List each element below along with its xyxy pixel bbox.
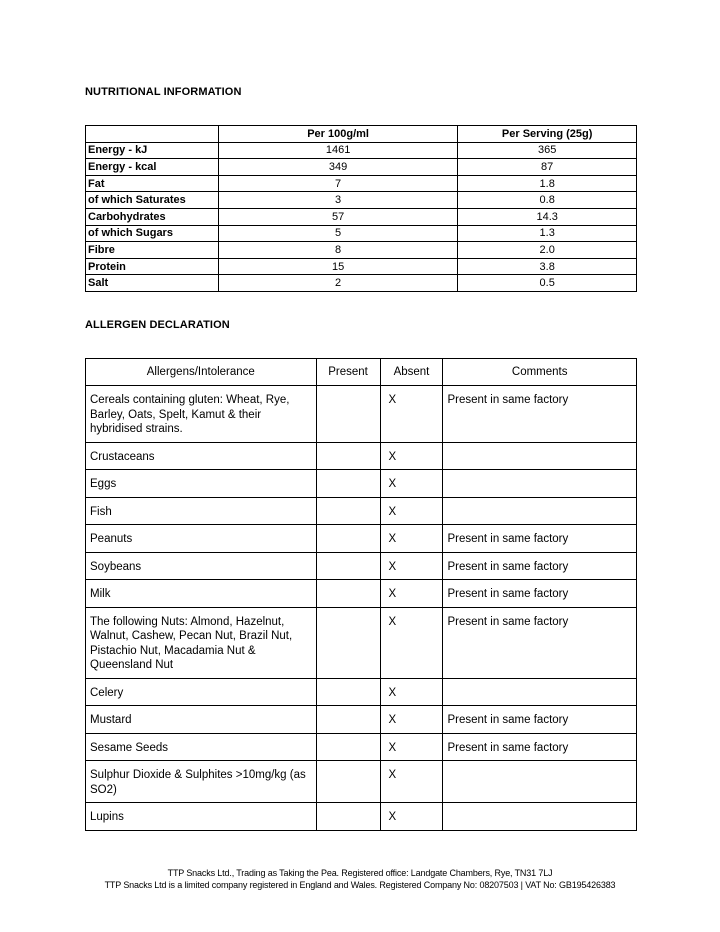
allergen-absent: X	[380, 386, 443, 443]
nutrition-per-100g: 2	[218, 275, 457, 292]
allergen-comment: Present in same factory	[443, 607, 637, 678]
allergen-comment	[443, 761, 637, 803]
nutrition-per-100g: 7	[218, 175, 457, 192]
allergen-name: The following Nuts: Almond, Hazelnut, Walnut, Cashew, Pecan Nut, Brazil Nut, Pistachio Nut, Macadamia Nut & Queensland Nut	[86, 607, 317, 678]
allergen-name: Celery	[86, 678, 317, 706]
allergen-absent: X	[380, 706, 443, 734]
allergen-comment: Present in same factory	[443, 552, 637, 580]
allergen-present	[316, 733, 380, 761]
allergen-absent: X	[380, 607, 443, 678]
nutrition-header-nutrient	[86, 126, 219, 143]
allergen-present	[316, 386, 380, 443]
nutrition-row	[86, 159, 637, 176]
allergen-row	[86, 678, 637, 706]
allergen-header-comments: Comments	[443, 359, 637, 386]
allergen-header-name: Allergens/Intolerance	[86, 359, 317, 386]
allergen-absent: X	[380, 803, 443, 831]
allergen-row	[86, 607, 637, 678]
allergen-title: ALLERGEN DECLARATION	[85, 319, 230, 331]
nutrition-per-100g: 1461	[218, 142, 457, 159]
allergen-name: Crustaceans	[86, 442, 317, 470]
allergen-present	[316, 607, 380, 678]
nutrition-row	[86, 225, 637, 242]
allergen-absent: X	[380, 470, 443, 498]
allergen-present	[316, 497, 380, 525]
nutrition-header-per-100g: Per 100g/ml	[218, 126, 457, 143]
allergen-absent: X	[380, 678, 443, 706]
allergen-row	[86, 386, 637, 443]
nutrition-row	[86, 275, 637, 292]
nutrition-per-serving: 1.3	[458, 225, 637, 242]
allergen-present	[316, 552, 380, 580]
nutrition-per-serving: 2.0	[458, 242, 637, 259]
nutrition-per-serving: 365	[458, 142, 637, 159]
nutrition-label: Energy - kcal	[86, 159, 219, 176]
allergen-comment: Present in same factory	[443, 386, 637, 443]
allergen-row	[86, 706, 637, 734]
allergen-present	[316, 761, 380, 803]
nutrition-per-100g: 8	[218, 242, 457, 259]
allergen-present	[316, 525, 380, 553]
allergen-name: Milk	[86, 580, 317, 608]
nutrition-per-100g: 349	[218, 159, 457, 176]
allergen-present	[316, 803, 380, 831]
allergen-name: Soybeans	[86, 552, 317, 580]
allergen-row	[86, 525, 637, 553]
allergen-row	[86, 733, 637, 761]
allergen-absent: X	[380, 733, 443, 761]
nutrition-row	[86, 242, 637, 259]
allergen-name: Eggs	[86, 470, 317, 498]
nutrition-label: Fat	[86, 175, 219, 192]
allergen-comment	[443, 803, 637, 831]
nutrition-row	[86, 192, 637, 209]
nutrition-header-per-serving: Per Serving (25g)	[458, 126, 637, 143]
nutrition-per-100g: 5	[218, 225, 457, 242]
nutrition-label: of which Sugars	[86, 225, 219, 242]
allergen-absent: X	[380, 442, 443, 470]
allergen-row	[86, 442, 637, 470]
allergen-present	[316, 580, 380, 608]
allergen-absent: X	[380, 525, 443, 553]
allergen-comment: Present in same factory	[443, 525, 637, 553]
nutrition-row	[86, 142, 637, 159]
allergen-comment	[443, 470, 637, 498]
allergen-header-row	[86, 359, 637, 386]
allergen-absent: X	[380, 497, 443, 525]
nutrition-label: Energy - kJ	[86, 142, 219, 159]
nutrition-per-serving: 0.8	[458, 192, 637, 209]
allergen-row	[86, 803, 637, 831]
allergen-present	[316, 442, 380, 470]
allergen-comment	[443, 497, 637, 525]
allergen-name: Lupins	[86, 803, 317, 831]
allergen-present	[316, 678, 380, 706]
nutrition-label: Fibre	[86, 242, 219, 259]
allergen-name: Fish	[86, 497, 317, 525]
allergen-comment	[443, 442, 637, 470]
nutrition-table	[85, 125, 637, 292]
allergen-table	[85, 358, 637, 831]
allergen-row	[86, 552, 637, 580]
nutrition-label: of which Saturates	[86, 192, 219, 209]
allergen-name: Cereals containing gluten: Wheat, Rye, Barley, Oats, Spelt, Kamut & their hybridised strains.	[86, 386, 317, 443]
footer-company-registration: TTP Snacks Ltd is a limited company registered in England and Wales. Registered Company No: 08207503 | VAT No: GB195426383	[104, 880, 616, 890]
footer-registered-office: TTP Snacks Ltd., Trading as Taking the Pea. Registered office: Landgate Chambers, Rye, TN31 7LJ	[167, 868, 553, 878]
allergen-comment	[443, 678, 637, 706]
allergen-name: Mustard	[86, 706, 317, 734]
nutrition-per-100g: 57	[218, 208, 457, 225]
nutrition-per-serving: 3.8	[458, 258, 637, 275]
allergen-name: Sesame Seeds	[86, 733, 317, 761]
nutrition-row	[86, 175, 637, 192]
nutrition-label: Protein	[86, 258, 219, 275]
allergen-row	[86, 497, 637, 525]
allergen-comment: Present in same factory	[443, 733, 637, 761]
nutrition-per-serving: 87	[458, 159, 637, 176]
allergen-comment: Present in same factory	[443, 706, 637, 734]
allergen-header-present: Present	[316, 359, 380, 386]
allergen-present	[316, 470, 380, 498]
allergen-absent: X	[380, 761, 443, 803]
allergen-row	[86, 580, 637, 608]
allergen-name: Peanuts	[86, 525, 317, 553]
allergen-header-absent: Absent	[380, 359, 443, 386]
allergen-absent: X	[380, 552, 443, 580]
nutrition-per-serving: 14.3	[458, 208, 637, 225]
nutrition-title: NUTRITIONAL INFORMATION	[85, 86, 242, 98]
nutrition-row	[86, 258, 637, 275]
allergen-present	[316, 706, 380, 734]
allergen-row	[86, 470, 637, 498]
nutrition-header-row	[86, 126, 637, 143]
nutrition-per-100g: 15	[218, 258, 457, 275]
nutrition-per-serving: 1.8	[458, 175, 637, 192]
allergen-absent: X	[380, 580, 443, 608]
nutrition-label: Salt	[86, 275, 219, 292]
allergen-name: Sulphur Dioxide & Sulphites >10mg/kg (as SO2)	[86, 761, 317, 803]
nutrition-row	[86, 208, 637, 225]
nutrition-per-100g: 3	[218, 192, 457, 209]
nutrition-per-serving: 0.5	[458, 275, 637, 292]
nutrition-label: Carbohydrates	[86, 208, 219, 225]
allergen-comment: Present in same factory	[443, 580, 637, 608]
allergen-row	[86, 761, 637, 803]
